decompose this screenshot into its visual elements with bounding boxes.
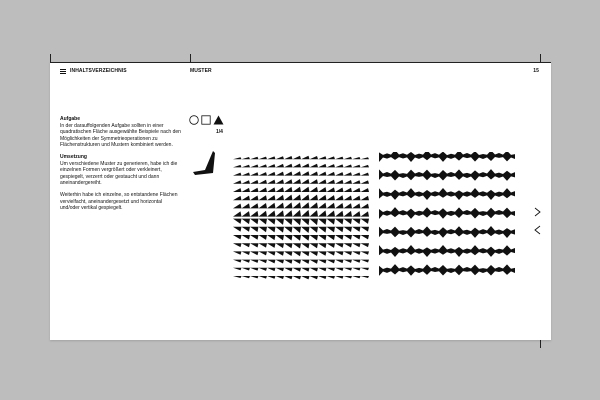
pattern-tile xyxy=(344,211,353,217)
pattern-tile xyxy=(284,179,293,184)
pattern-tile xyxy=(335,227,344,232)
pattern-tile xyxy=(335,260,344,264)
pattern-tile xyxy=(310,276,319,279)
pattern-tile xyxy=(318,243,327,248)
pattern-tile xyxy=(352,260,361,263)
pattern-tile xyxy=(293,164,302,168)
pattern-tile xyxy=(293,276,302,279)
pattern-tile xyxy=(301,179,310,184)
pattern-tile xyxy=(284,243,293,248)
pattern-tile xyxy=(267,203,276,209)
pattern-tile xyxy=(352,196,361,201)
pattern-tile xyxy=(276,276,285,279)
pattern-tile xyxy=(301,164,310,168)
pattern-tile xyxy=(301,235,310,241)
pattern-tile xyxy=(233,165,242,167)
pattern-tile xyxy=(259,188,268,192)
pattern-tile xyxy=(233,251,242,254)
pattern-tile xyxy=(352,227,361,232)
pattern-tile xyxy=(293,227,302,233)
pattern-tile xyxy=(301,194,310,200)
pattern-tile xyxy=(335,211,344,217)
pattern-tile xyxy=(352,172,361,175)
pattern-tile xyxy=(259,251,268,255)
pattern-tile xyxy=(276,235,285,240)
pattern-tile xyxy=(335,251,344,255)
pattern-tile xyxy=(310,171,319,175)
pattern-tile xyxy=(242,260,251,263)
pattern-tile xyxy=(361,227,370,232)
pattern-tile xyxy=(293,156,302,159)
pattern-tile xyxy=(267,164,276,167)
pattern-tile xyxy=(301,227,310,233)
pattern-tile xyxy=(284,187,293,192)
page-number: 15 xyxy=(533,68,539,74)
pattern-tile xyxy=(344,227,353,232)
pattern-tile xyxy=(318,227,327,233)
pattern-tile xyxy=(284,210,293,216)
pattern-tile xyxy=(344,157,353,159)
pattern-tile xyxy=(301,156,310,159)
pattern-tile xyxy=(361,173,370,176)
task-heading: Aufgabe xyxy=(60,116,80,122)
pattern-tile xyxy=(242,188,251,192)
pattern-tile xyxy=(259,235,268,240)
pattern-tile xyxy=(250,227,259,232)
pattern-tile xyxy=(242,268,251,271)
pattern-tile xyxy=(233,188,242,192)
pattern-tile xyxy=(301,260,310,264)
pattern-tile xyxy=(344,268,353,271)
pattern-tile xyxy=(335,164,344,167)
pattern-tile xyxy=(310,195,319,201)
pattern-tile xyxy=(310,260,319,264)
pattern-tile xyxy=(335,276,344,279)
pattern-tile xyxy=(284,276,293,279)
pattern-tile xyxy=(242,203,251,208)
chevron-right-icon xyxy=(535,208,540,216)
pattern-tile xyxy=(259,203,268,208)
pattern-tile xyxy=(361,196,370,200)
pattern-tile xyxy=(293,260,302,264)
pattern-tile xyxy=(327,260,336,264)
pattern-tile xyxy=(361,157,370,159)
pattern-tile xyxy=(318,210,327,216)
pattern-tile xyxy=(284,156,293,159)
pattern-tile xyxy=(276,227,285,233)
pattern-tile xyxy=(344,219,353,225)
crop-mark xyxy=(540,54,541,62)
pattern-tile xyxy=(284,164,293,168)
pattern-tile xyxy=(361,211,370,216)
pattern-tile xyxy=(250,195,259,200)
pattern-tile xyxy=(293,210,302,217)
pattern-tile xyxy=(267,219,276,225)
pattern-tile xyxy=(242,165,251,168)
pattern-tile xyxy=(276,243,285,248)
pattern-tile xyxy=(267,251,276,255)
pattern-tile xyxy=(344,251,353,255)
pattern-tile xyxy=(318,219,327,225)
pattern-tile xyxy=(250,235,259,240)
pattern-tile xyxy=(310,219,319,225)
pattern-tile xyxy=(250,203,259,208)
pattern-tile xyxy=(361,243,370,247)
pattern-tile xyxy=(250,172,259,175)
pattern-tile xyxy=(335,180,344,184)
pattern-tile xyxy=(293,194,302,200)
pattern-tile xyxy=(318,260,327,264)
pattern-tile xyxy=(335,235,344,240)
pattern-tile xyxy=(327,251,336,255)
menu-icon xyxy=(60,69,66,74)
pattern-tile xyxy=(335,203,344,208)
pattern-tile xyxy=(259,227,268,232)
pattern-tile xyxy=(233,180,242,183)
pattern-tile xyxy=(267,156,276,159)
pattern-tile xyxy=(293,171,302,175)
pattern-tile xyxy=(233,235,242,239)
pattern-row xyxy=(379,226,515,238)
pattern-tile xyxy=(318,187,327,192)
pattern-tile xyxy=(259,268,268,271)
next-page-button[interactable] xyxy=(534,207,542,217)
pattern-tile xyxy=(259,180,268,184)
pattern-tile xyxy=(242,219,251,224)
pattern-tile xyxy=(327,219,336,225)
pattern-tile xyxy=(352,165,361,168)
pattern-tile xyxy=(276,195,285,200)
pattern-tile xyxy=(293,235,302,241)
pattern-tile xyxy=(267,195,276,200)
pattern-tile xyxy=(301,243,310,248)
pattern-tile xyxy=(327,227,336,233)
pattern-tile xyxy=(293,243,302,248)
pattern-tile xyxy=(276,172,285,176)
pattern-tile xyxy=(352,276,361,278)
pattern-tile xyxy=(310,179,319,184)
pattern-tile xyxy=(310,187,319,192)
pattern-tile xyxy=(352,219,361,224)
selection-counter: 1/4 xyxy=(216,129,223,135)
pattern-tile xyxy=(352,243,361,247)
pattern-tile xyxy=(250,251,259,255)
pattern-tile xyxy=(233,211,242,216)
pattern-tile xyxy=(310,164,319,168)
pattern-tile xyxy=(352,268,361,271)
pattern-tile xyxy=(327,195,336,200)
pattern-tile xyxy=(344,235,353,240)
pattern-tile xyxy=(293,179,302,184)
pattern-tile xyxy=(250,211,259,217)
pattern-tile xyxy=(250,260,259,263)
section-title: MUSTER xyxy=(190,68,212,74)
extra-text: Weiterhin habe ich einzelne, so entstandene Flächen vervielfacht, aneinandergesetzt und horizontal und/oder vertikal gespiegelt. xyxy=(60,191,178,212)
pattern-tile xyxy=(284,171,293,175)
pattern-tile xyxy=(293,187,302,192)
pattern-tile xyxy=(250,188,259,192)
pattern-tile xyxy=(327,235,336,240)
pattern-tile xyxy=(276,203,285,209)
pattern-tile xyxy=(276,164,285,167)
pattern-tile xyxy=(284,219,293,225)
pattern-tile xyxy=(318,235,327,240)
pattern-tile xyxy=(335,172,344,176)
pattern-tile xyxy=(267,172,276,176)
pattern-tile xyxy=(361,235,370,239)
pattern-tile xyxy=(267,243,276,248)
circle-icon[interactable] xyxy=(189,115,199,125)
pattern-tile xyxy=(242,243,251,247)
pattern-tile xyxy=(242,196,251,201)
pattern-tile xyxy=(344,203,353,208)
square-icon[interactable] xyxy=(201,115,211,125)
pattern-tile xyxy=(352,235,361,240)
pattern-tile xyxy=(327,164,336,167)
pattern-tile xyxy=(250,243,259,247)
pattern-tile xyxy=(301,171,310,175)
pattern-tile xyxy=(276,210,285,216)
base-shape-icon xyxy=(193,151,217,177)
pattern-tile xyxy=(276,187,285,192)
pattern-tile xyxy=(318,179,327,183)
pattern-tile xyxy=(335,268,344,271)
table-of-contents-button[interactable] xyxy=(60,68,127,74)
pattern-tile xyxy=(327,180,336,184)
pattern-tile xyxy=(352,157,361,159)
pattern-tile xyxy=(267,211,276,217)
pattern-tile xyxy=(301,276,310,279)
pattern-tile xyxy=(327,276,336,279)
pattern-tile xyxy=(344,260,353,263)
pattern-tile xyxy=(259,172,268,176)
description-column xyxy=(60,116,182,217)
pattern-tile xyxy=(259,211,268,217)
book-page xyxy=(50,62,551,340)
shape-selector[interactable] xyxy=(189,115,224,125)
pattern-tile xyxy=(361,260,370,263)
pattern-tile xyxy=(293,202,302,208)
pattern-tile xyxy=(250,157,259,159)
pattern-row xyxy=(379,152,515,162)
pattern-grid-left xyxy=(233,152,369,284)
pattern-tile xyxy=(361,180,370,183)
pattern-tile xyxy=(250,268,259,271)
pattern-tile xyxy=(259,164,268,167)
pattern-tile xyxy=(276,251,285,255)
pattern-tile xyxy=(267,227,276,233)
pattern-tile xyxy=(284,195,293,201)
pattern-tile xyxy=(276,268,285,271)
pattern-tile xyxy=(233,204,242,209)
pattern-tile xyxy=(293,251,302,256)
pattern-tile xyxy=(276,179,285,183)
pattern-tile xyxy=(361,188,370,192)
pattern-tile xyxy=(242,276,251,278)
pattern-tile xyxy=(344,165,353,168)
pattern-tile xyxy=(259,260,268,264)
pattern-tile xyxy=(267,260,276,264)
pattern-tile xyxy=(284,260,293,264)
pattern-tile xyxy=(310,235,319,241)
pattern-tile xyxy=(233,268,242,270)
pattern-tile xyxy=(310,202,319,208)
pattern-tile xyxy=(259,243,268,247)
pattern-tile xyxy=(293,219,302,226)
pattern-tile xyxy=(284,268,293,272)
pattern-tile xyxy=(318,251,327,255)
pattern-tile xyxy=(344,172,353,175)
pattern-tile xyxy=(242,180,251,184)
pattern-tile xyxy=(318,164,327,167)
pattern-tile xyxy=(267,187,276,192)
pattern-tile xyxy=(233,227,242,232)
pattern-tile xyxy=(335,195,344,200)
crop-mark xyxy=(540,340,541,348)
pattern-tile xyxy=(250,219,259,225)
pattern-tile xyxy=(361,219,370,224)
pattern-tile xyxy=(344,243,353,247)
pattern-tile xyxy=(233,243,242,247)
pattern-row xyxy=(379,188,515,200)
pattern-tile xyxy=(250,165,259,168)
pattern-tile xyxy=(310,156,319,159)
pattern-tile xyxy=(276,156,285,159)
pattern-tile xyxy=(259,219,268,225)
pattern-tile xyxy=(301,251,310,256)
pattern-tile xyxy=(310,251,319,256)
pattern-tile xyxy=(318,195,327,200)
pattern-row xyxy=(379,207,515,219)
pattern-row xyxy=(379,264,515,276)
pattern-tile xyxy=(327,268,336,271)
chevron-left-icon xyxy=(535,226,540,234)
previous-page-button[interactable] xyxy=(534,225,542,235)
header-rule xyxy=(50,62,551,63)
pattern-tile xyxy=(259,276,268,279)
pattern-tile xyxy=(310,210,319,216)
pattern-tile xyxy=(327,156,336,159)
pattern-tile xyxy=(361,268,370,270)
pattern-tile xyxy=(301,210,310,217)
pattern-tile xyxy=(352,180,361,184)
pattern-tile xyxy=(327,203,336,209)
pattern-tile xyxy=(301,202,310,208)
implementation-heading: Umsetzung xyxy=(60,153,87,160)
pattern-tile xyxy=(259,195,268,200)
pattern-tile xyxy=(318,268,327,271)
pattern-tile xyxy=(233,173,242,176)
pattern-tile xyxy=(327,243,336,248)
pattern-tile xyxy=(267,235,276,240)
pattern-tile xyxy=(335,243,344,247)
pattern-tile xyxy=(327,211,336,217)
task-text: In der darauffolgenden Aufgabe sollten in einer quadratischen Fläche ausgewählte Beispiele nach den Möglichkeiten der Symmetrieoperationen zu Flächenstrukturen und Mustern kombiniert werden. xyxy=(60,122,181,149)
pattern-tile xyxy=(267,276,276,279)
pattern-tile xyxy=(233,219,242,224)
pattern-tile xyxy=(276,260,285,264)
pattern-row xyxy=(379,169,515,181)
pattern-tile xyxy=(233,276,242,278)
pattern-rows-right xyxy=(379,152,519,284)
pattern-tile xyxy=(284,235,293,241)
pattern-tile xyxy=(301,187,310,192)
triangle-icon[interactable] xyxy=(213,115,224,125)
pattern-tile xyxy=(242,211,251,216)
pattern-tile xyxy=(344,188,353,192)
pattern-tile xyxy=(310,268,319,272)
pattern-tile xyxy=(284,202,293,208)
pattern-tile xyxy=(335,188,344,192)
pattern-tile xyxy=(352,251,361,255)
pattern-tile xyxy=(361,251,370,254)
pattern-tile xyxy=(250,276,259,278)
pattern-tile xyxy=(361,204,370,209)
pattern-tile xyxy=(361,276,370,278)
pattern-tile xyxy=(344,180,353,184)
pattern-tile xyxy=(242,235,251,240)
pattern-row xyxy=(379,245,515,257)
pattern-tile xyxy=(233,260,242,263)
implementation-text: Um verschiedene Muster zu generieren, habe ich die einzelnen Formen vergrößert oder verkleinert, gespiegelt, verzerrt oder gestaucht und dann aneinandergereiht. xyxy=(60,160,178,187)
pattern-tile xyxy=(242,157,251,159)
pattern-tile xyxy=(318,276,327,279)
menu-label: INHALTSVERZEICHNIS xyxy=(70,68,127,74)
pattern-tile xyxy=(233,196,242,200)
crop-mark xyxy=(190,54,191,62)
pattern-tile xyxy=(318,203,327,209)
crop-mark xyxy=(50,54,51,62)
pattern-tile xyxy=(242,251,251,255)
pattern-tile xyxy=(344,195,353,200)
pattern-tile xyxy=(267,268,276,271)
pattern-tile xyxy=(301,219,310,226)
pattern-tile xyxy=(242,227,251,232)
pattern-tile xyxy=(352,188,361,192)
pattern-tile xyxy=(352,211,361,216)
pattern-tile xyxy=(335,157,344,160)
pattern-tile xyxy=(267,180,276,184)
pattern-tile xyxy=(310,227,319,233)
pattern-tile xyxy=(284,227,293,233)
pattern-tile xyxy=(276,219,285,225)
pattern-tile xyxy=(284,251,293,256)
pattern-tile xyxy=(344,276,353,278)
pattern-tile xyxy=(335,219,344,225)
pattern-tile xyxy=(293,268,302,272)
pattern-tile xyxy=(250,180,259,184)
pattern-tile xyxy=(310,243,319,248)
pattern-tile xyxy=(318,156,327,159)
pattern-tile xyxy=(327,172,336,176)
pattern-tile xyxy=(318,172,327,176)
pattern-tile xyxy=(233,157,242,159)
pattern-tile xyxy=(301,268,310,272)
pattern-tile xyxy=(361,165,370,167)
pattern-tile xyxy=(327,187,336,192)
pattern-tile xyxy=(242,172,251,175)
pattern-tile xyxy=(259,157,268,160)
pattern-tile xyxy=(352,203,361,208)
